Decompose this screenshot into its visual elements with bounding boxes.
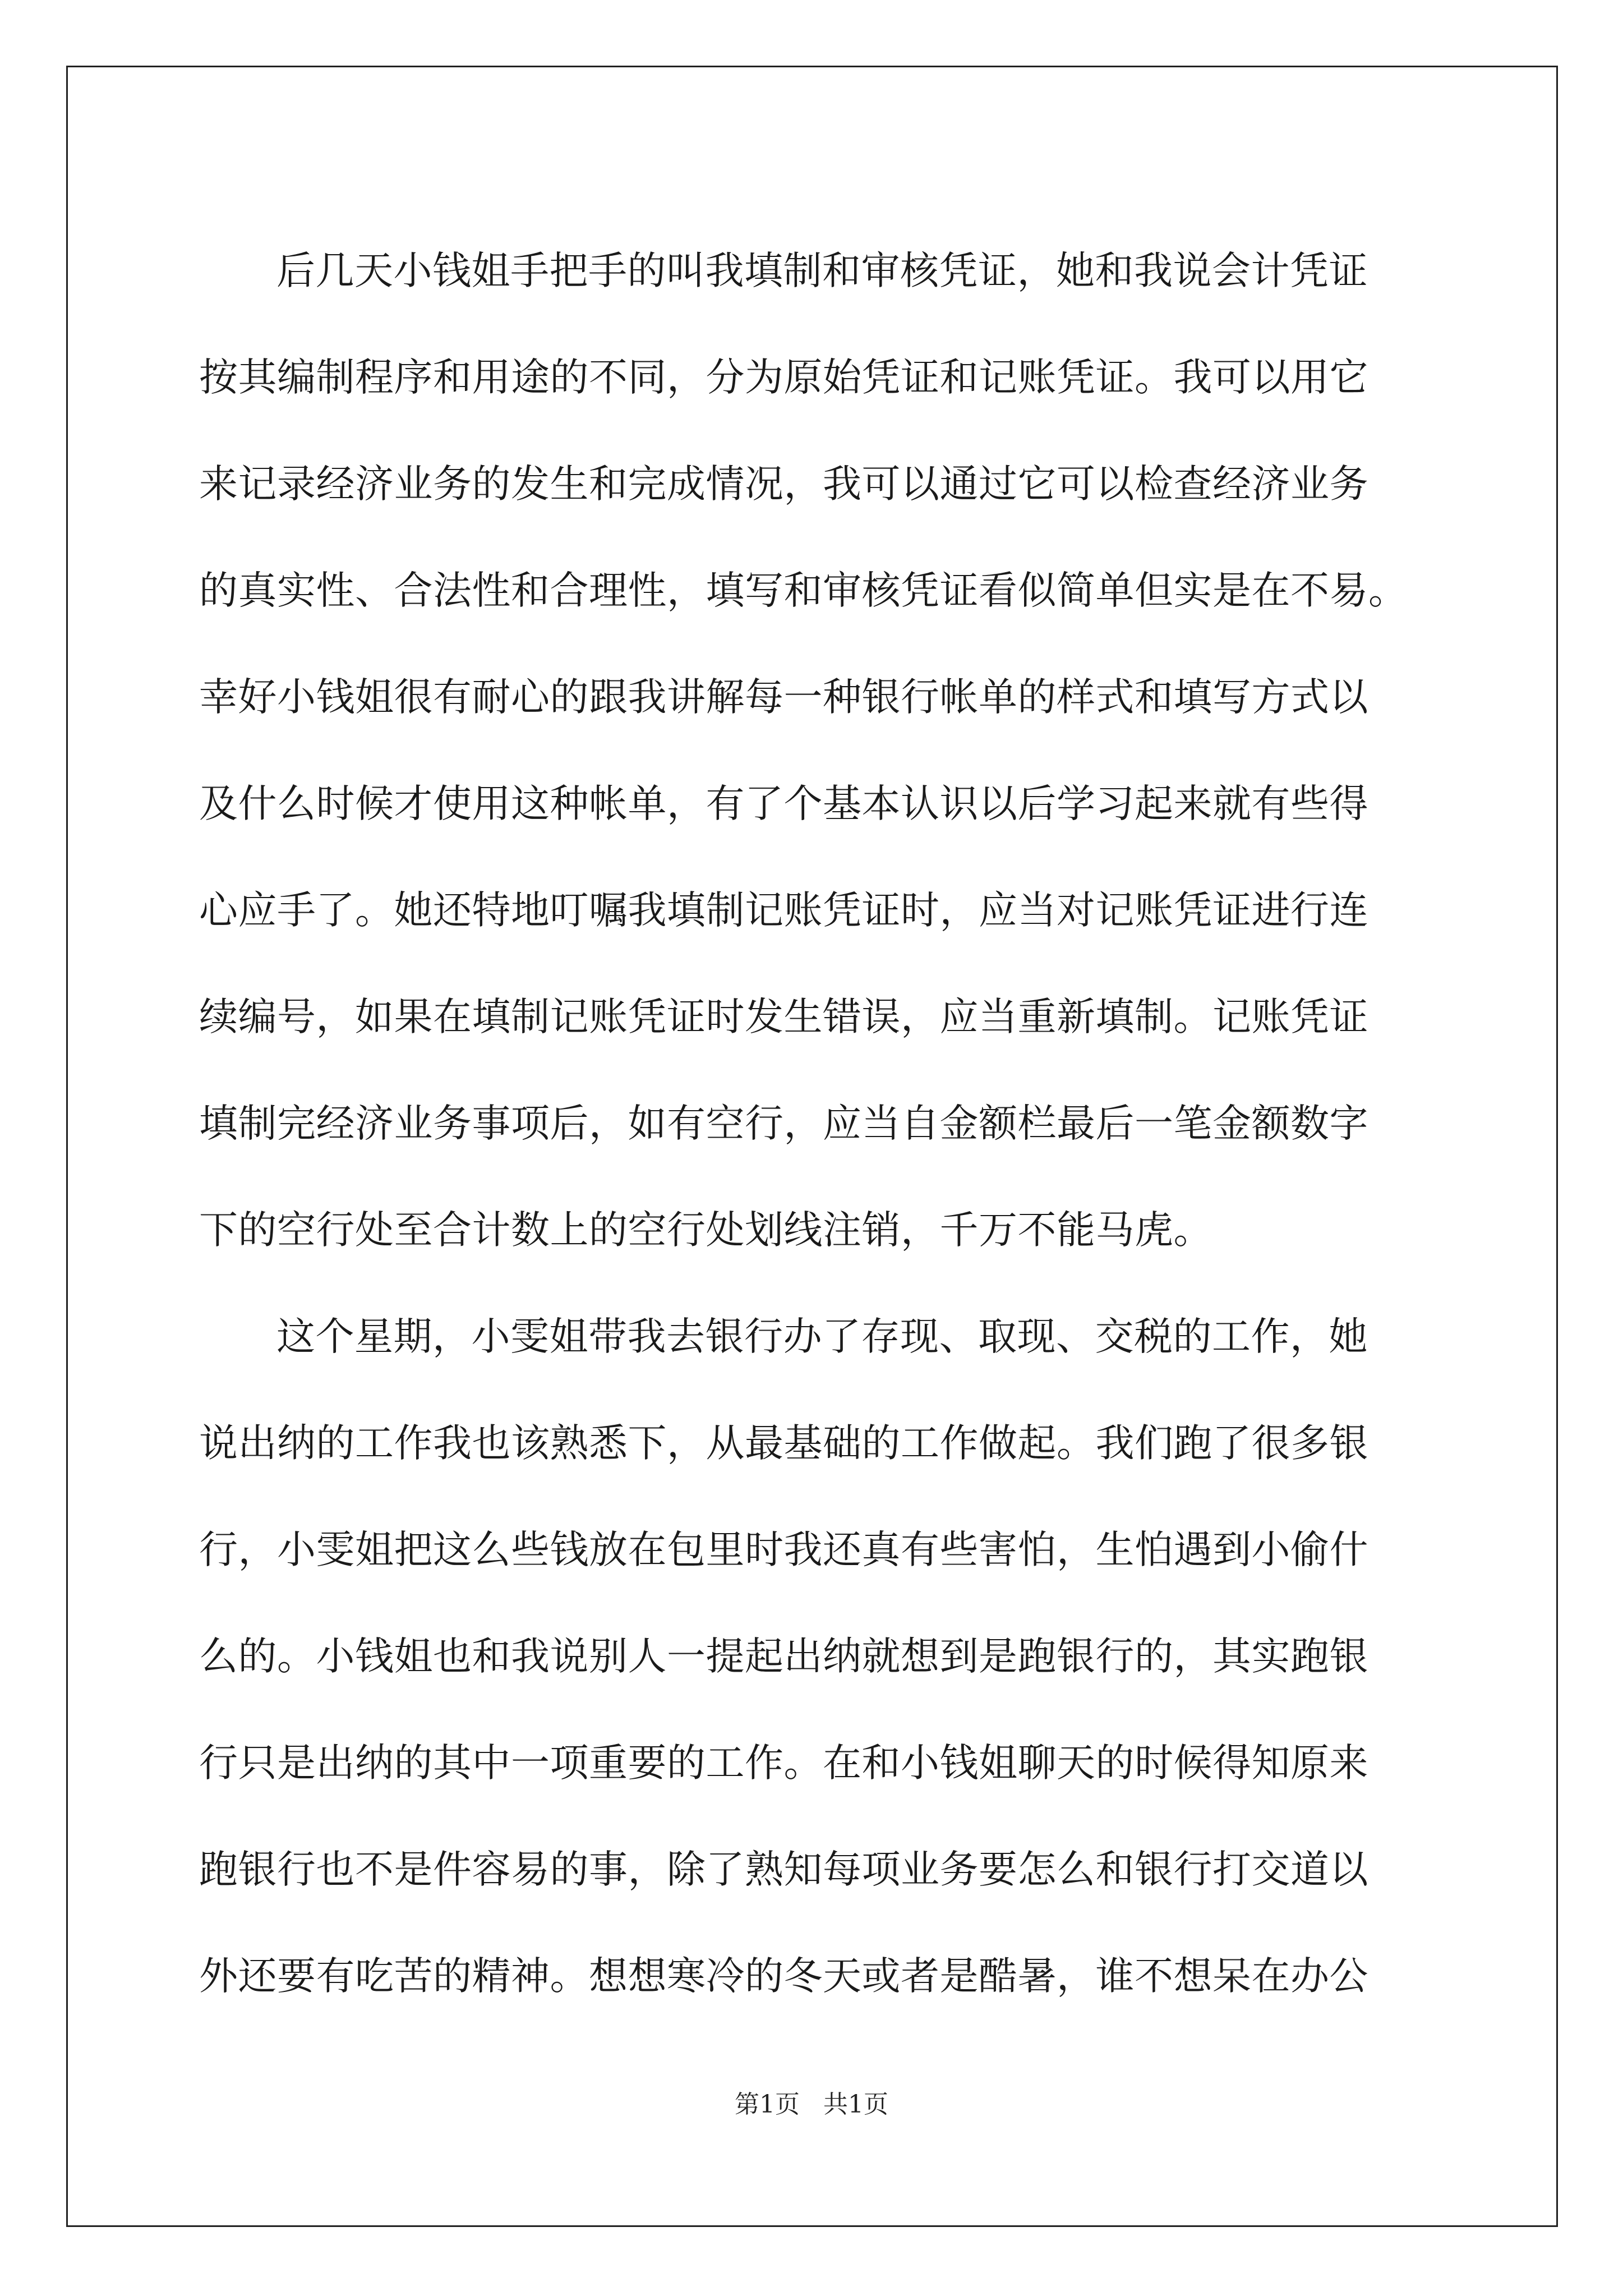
paragraph-2-line-7: 外还要有吃苦的精神。想想寒冷的冬天或者是酷暑，谁不想呆在办公 <box>199 1954 1368 1999</box>
paragraph-1-line-10: 下的空行处至合计数上的空行处划线注销，千万不能马虎。 <box>199 1208 1212 1253</box>
page-total: 共1页 <box>823 2090 888 2119</box>
paragraph-2-line-1: 这个星期，小雯姐带我去银行办了存现、取现、交税的工作，她 <box>276 1314 1368 1359</box>
page-number: 第1页 <box>735 2090 800 2119</box>
paragraph-1-line-4: 的真实性、合法性和合理性，填写和审核凭证看似简单但实是在不易。 <box>199 568 1408 613</box>
paragraph-1-line-6: 及什么时候才使用这种帐单，有了个基本认识以后学习起来就有些得 <box>199 781 1368 826</box>
paragraph-1-line-9: 填制完经济业务事项后，如有空行，应当自金额栏最后一笔金额数字 <box>199 1101 1368 1146</box>
paragraph-1-line-7: 心应手了。她还特地叮嘱我填制记账凭证时，应当对记账凭证进行连 <box>199 888 1368 933</box>
paragraph-2-line-5: 行只是出纳的其中一项重要的工作。在和小钱姐聊天的时候得知原来 <box>199 1741 1368 1786</box>
paragraph-2-line-4: 么的。小钱姐也和我说别人一提起出纳就想到是跑银行的，其实跑银 <box>199 1634 1368 1679</box>
document-body <box>199 218 1433 2030</box>
paragraph-2-line-3: 行，小雯姐把这么些钱放在包里时我还真有些害怕，生怕遇到小偷什 <box>199 1527 1368 1572</box>
paragraph-2-line-6: 跑银行也不是件容易的事，除了熟知每项业务要怎么和银行打交道以 <box>199 1847 1368 1892</box>
paragraph-1-line-1: 后几天小钱姐手把手的叫我填制和审核凭证，她和我说会计凭证 <box>276 249 1368 293</box>
page-footer <box>0 2084 1623 2120</box>
paragraph-1-line-2: 按其编制程序和用途的不同，分为原始凭证和记账凭证。我可以用它 <box>199 355 1368 400</box>
paragraph-2-line-2: 说出纳的工作我也该熟悉下，从最基础的工作做起。我们跑了很多银 <box>199 1421 1368 1466</box>
paragraph-1-line-8: 续编号，如果在填制记账凭证时发生错误，应当重新填制。记账凭证 <box>199 995 1368 1039</box>
paragraph-1-line-3: 来记录经济业务的发生和完成情况，我可以通过它可以检查经济业务 <box>199 462 1368 507</box>
paragraph-1-line-5: 幸好小钱姐很有耐心的跟我讲解每一种银行帐单的样式和填写方式以 <box>199 675 1368 720</box>
